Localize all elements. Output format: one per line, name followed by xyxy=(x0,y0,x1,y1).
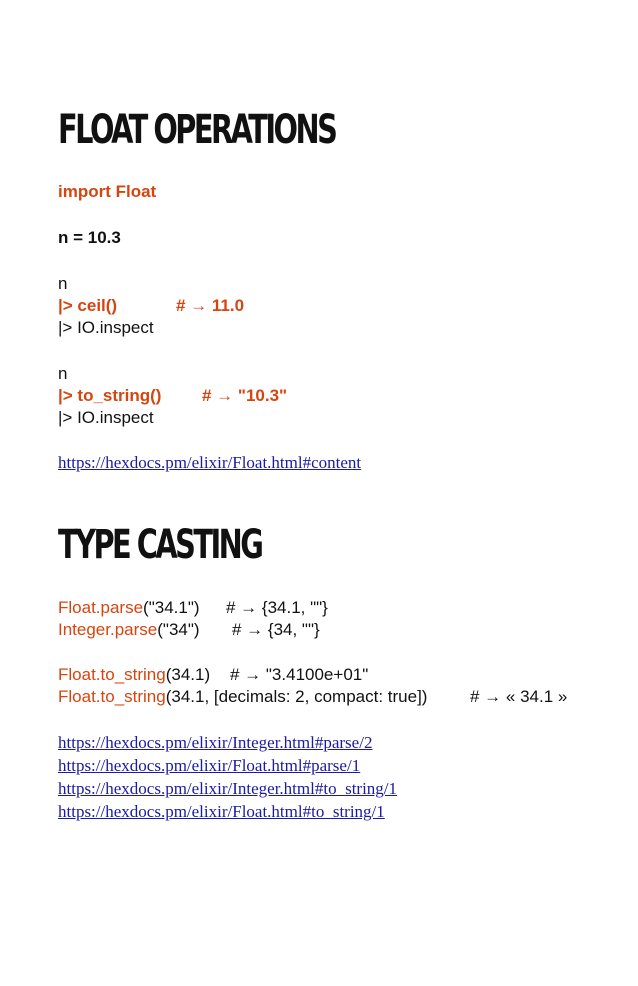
code-var-line: n xyxy=(58,364,68,383)
code-line-float-to-string xyxy=(58,664,369,686)
code-pipe-ceil-line xyxy=(58,295,245,317)
doc-link-float-content[interactable]: https://hexdocs.pm/elixir/Float.html#content xyxy=(58,453,362,472)
code-line-float-to-string-opts xyxy=(58,686,568,708)
code-pipe-ceil: |> ceil() xyxy=(58,296,118,315)
code-inspect-line: |> IO.inspect xyxy=(58,408,154,427)
code-function-args: ("34") xyxy=(157,620,200,639)
code-pipe-to-string: |> to_string() xyxy=(58,386,162,405)
code-comment-to-string: # → "10.3" xyxy=(202,386,288,405)
code-assign-line: n = 10.3 xyxy=(58,228,121,247)
code-comment: # → "3.4100e+01" xyxy=(230,665,369,684)
doc-link-integer-parse[interactable]: https://hexdocs.pm/elixir/Integer.html#parse/2 xyxy=(58,733,373,752)
code-inspect-line: |> IO.inspect xyxy=(58,318,154,337)
code-import-line: import Float xyxy=(58,182,157,201)
code-line-integer-parse xyxy=(58,619,320,641)
code-line-float-parse xyxy=(58,597,328,619)
code-comment: # → « 34.1 » xyxy=(470,687,568,706)
code-function-name: Float.to_string xyxy=(58,665,166,684)
code-function-args: (34.1, [decimals: 2, compact: true]) xyxy=(165,687,428,706)
code-comment: # → {34, ""} xyxy=(232,620,320,639)
code-function-name: Integer.parse xyxy=(58,620,158,639)
code-function-args: ("34.1") xyxy=(143,598,200,617)
doc-link-float-parse[interactable]: https://hexdocs.pm/elixir/Float.html#parse/1 xyxy=(58,756,361,775)
section-title-type-casting: TYPE CASTING xyxy=(58,522,262,568)
section-title-float-operations: FLOAT OPERATIONS xyxy=(58,107,336,153)
doc-link-float-to-string[interactable]: https://hexdocs.pm/elixir/Float.html#to_string/1 xyxy=(58,802,385,821)
code-function-name: Float.to_string xyxy=(58,687,166,706)
code-function-args: (34.1) xyxy=(165,665,211,684)
code-comment: # → {34.1, ""} xyxy=(226,598,328,617)
code-var-line: n xyxy=(58,274,68,293)
doc-link-integer-to-string[interactable]: https://hexdocs.pm/elixir/Integer.html#to_string/1 xyxy=(58,779,398,798)
code-comment-ceil: # → 11.0 xyxy=(176,296,245,315)
code-pipe-to-string-line xyxy=(58,385,288,407)
code-function-name: Float.parse xyxy=(58,598,144,617)
